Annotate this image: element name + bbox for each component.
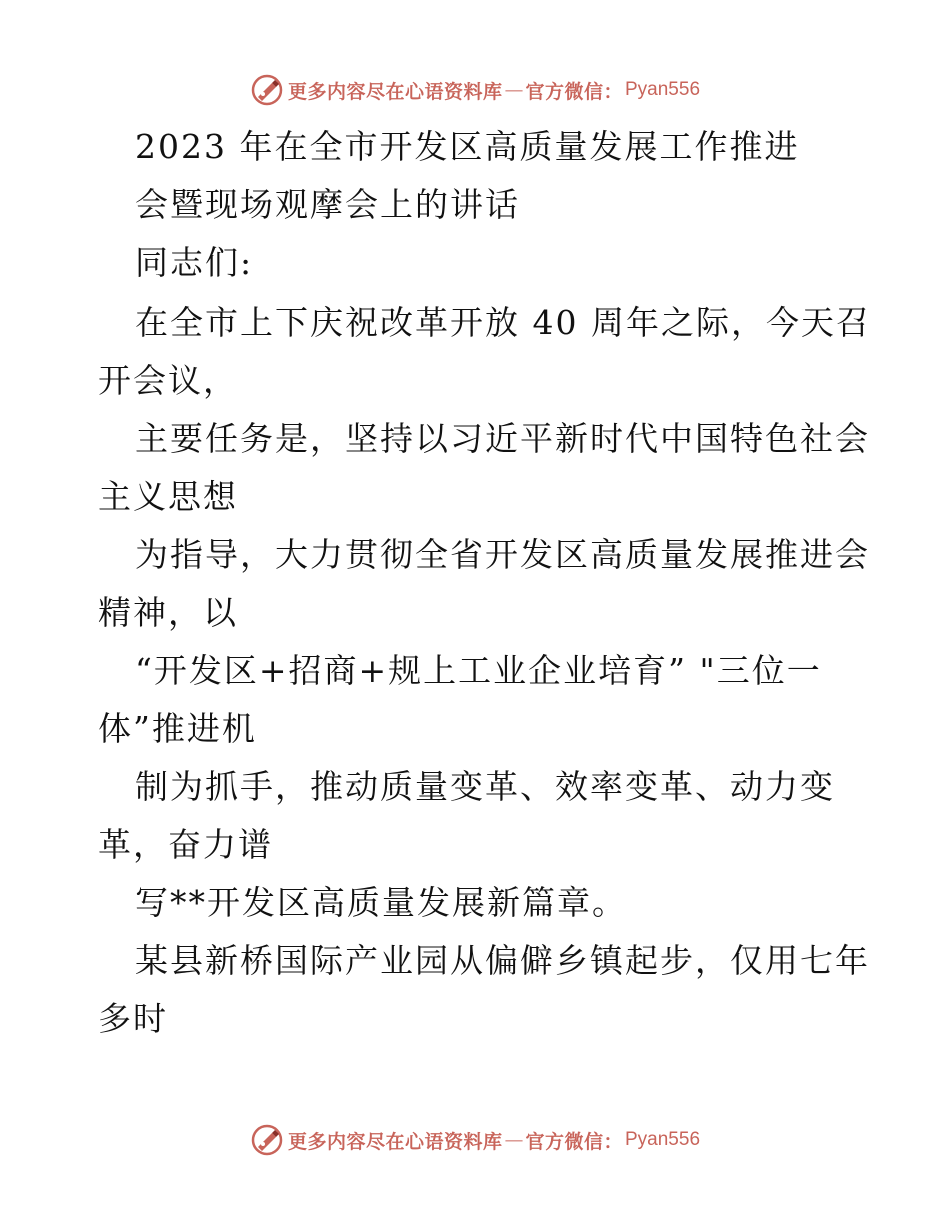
paragraph-6-line-1: 写**开发区高质量发展新篇章。: [135, 883, 627, 922]
watermark-separator: —: [504, 1129, 524, 1151]
document-title-line-1: 2023 年在全市开发区高质量发展工作推进: [135, 127, 800, 166]
salutation: 同志们:: [135, 243, 254, 282]
footer-watermark: [0, 1120, 950, 1160]
watermark-wechat-label: 官方微信：: [525, 1130, 623, 1153]
pen-seal-logo-icon: [250, 1123, 284, 1157]
watermark-wechat-id: Pyan556: [625, 1129, 701, 1150]
watermark-wechat-id: Pyan556: [625, 79, 701, 100]
paragraph-1-line-2: 开会议，: [98, 361, 238, 400]
document-title-line-2: 会暨现场观摩会上的讲话: [135, 185, 520, 224]
paragraph-2-line-1: 主要任务是，坚持以习近平新时代中国特色社会: [135, 419, 870, 458]
paragraph-7-line-1: 某县新桥国际产业园从偏僻乡镇起步，仅用七年: [135, 941, 870, 980]
paragraph-5-line-2: 革，奋力谱: [98, 825, 273, 864]
watermark-wechat-label: 官方微信：: [525, 80, 623, 103]
paragraph-2-line-2: 主义思想: [98, 477, 238, 516]
paragraph-1-line-1: 在全市上下庆祝改革开放 40 周年之际，今天召: [135, 303, 871, 342]
paragraph-5-line-1: 制为抓手，推动质量变革、效率变革、动力变: [135, 767, 835, 806]
paragraph-3-line-2: 精神，以: [98, 593, 238, 632]
paragraph-7-line-2: 多时: [98, 999, 168, 1038]
paragraph-3-line-1: 为指导，大力贯彻全省开发区高质量发展推进会: [135, 535, 870, 574]
watermark-brand: 更多内容尽在心语资料库: [287, 1130, 503, 1153]
paragraph-4-line-2: 体”推进机: [98, 709, 257, 748]
watermark-brand: 更多内容尽在心语资料库: [287, 80, 503, 103]
watermark-separator: —: [504, 79, 524, 101]
paragraph-4-line-1: “开发区+招商+规上工业企业培育” "三位一: [135, 651, 822, 690]
